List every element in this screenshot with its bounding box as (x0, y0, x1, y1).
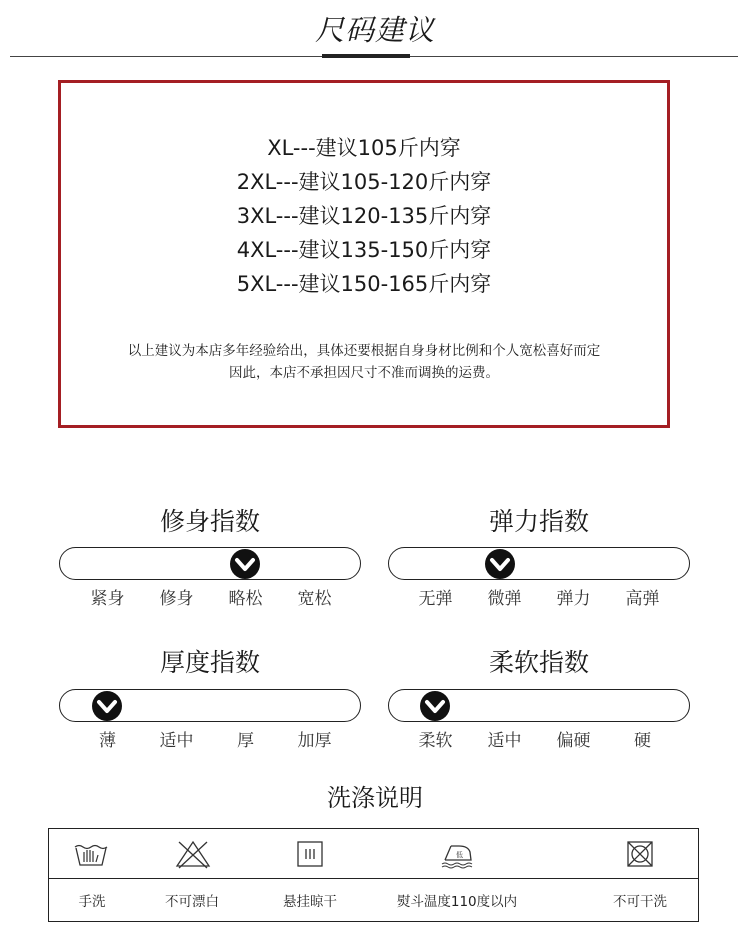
page-title: 尺码建议 (314, 13, 435, 47)
elastic-label-3: 弹力 (556, 589, 591, 609)
fit-index-title: 修身指数 (159, 507, 260, 536)
fit-label-1: 紧身 (90, 589, 125, 609)
size-line-3xl: 3XL---建议120-135斤内穿 (236, 204, 492, 228)
softness-index-selected-marker-icon (419, 690, 451, 722)
wash-label-hand-wash: 手洗 (78, 894, 106, 910)
elastic-label-4: 高弹 (625, 589, 660, 609)
elastic-index-title: 弹力指数 (488, 507, 589, 536)
softness-index-labels (401, 726, 677, 751)
softness-label-4: 硬 (634, 731, 651, 751)
svg-text:低: 低 (456, 851, 463, 859)
fit-index-scale (59, 547, 361, 580)
thickness-label-3: 厚 (237, 731, 254, 751)
softness-label-3: 偏硬 (556, 731, 591, 751)
no-bleach-icon (173, 838, 213, 870)
elastic-label-2: 微弹 (487, 589, 522, 609)
size-line-4xl: 4XL---建议135-150斤内穿 (236, 238, 492, 262)
iron-low-icon (437, 838, 477, 870)
wash-label-hang-dry: 悬挂晾干 (283, 894, 337, 910)
thickness-label-1: 薄 (99, 731, 116, 751)
hang-dry-icon (290, 838, 330, 870)
title-divider-accent (322, 54, 410, 58)
wash-label-no-dry-clean: 不可干洗 (613, 894, 667, 910)
elastic-label-1: 无弹 (418, 589, 453, 609)
washing-table-divider (48, 878, 699, 879)
softness-index-title: 柔软指数 (488, 648, 589, 677)
thickness-label-4: 加厚 (297, 731, 332, 751)
size-recommendation-list (58, 131, 670, 301)
fit-label-3: 略松 (228, 589, 263, 609)
fit-label-4: 宽松 (297, 589, 332, 609)
size-note-line-2: 因此，本店不承担因尺寸不准而调换的运费。 (229, 365, 499, 381)
no-dry-clean-icon (620, 838, 660, 870)
size-note (58, 340, 670, 384)
thickness-index-labels (73, 726, 349, 751)
elastic-index-selected-marker-icon (484, 548, 516, 580)
size-line-2xl: 2XL---建议105-120斤内穿 (236, 170, 492, 194)
size-line-xl: XL---建议105斤内穿 (267, 136, 461, 160)
elastic-index-scale (388, 547, 690, 580)
size-line-5xl: 5XL---建议150-165斤内穿 (236, 272, 492, 296)
softness-label-1: 柔软 (418, 731, 453, 751)
fit-label-2: 修身 (159, 589, 194, 609)
wash-label-no-bleach: 不可漂白 (165, 894, 219, 910)
size-note-line-1: 以上建议为本店多年经验给出，具体还要根据自身身材比例和个人宽松喜好而定 (127, 343, 601, 359)
softness-label-2: 适中 (487, 731, 522, 751)
thickness-index-title: 厚度指数 (159, 648, 260, 677)
wash-label-iron-temp: 熨斗温度110度以内 (396, 894, 518, 910)
fit-index-labels (73, 584, 349, 609)
thickness-label-2: 适中 (159, 731, 194, 751)
hand-wash-icon (71, 838, 111, 870)
washing-title: 洗涤说明 (327, 784, 423, 812)
fit-index-selected-marker-icon (229, 548, 261, 580)
thickness-index-selected-marker-icon (91, 690, 123, 722)
elastic-index-labels (401, 584, 677, 609)
